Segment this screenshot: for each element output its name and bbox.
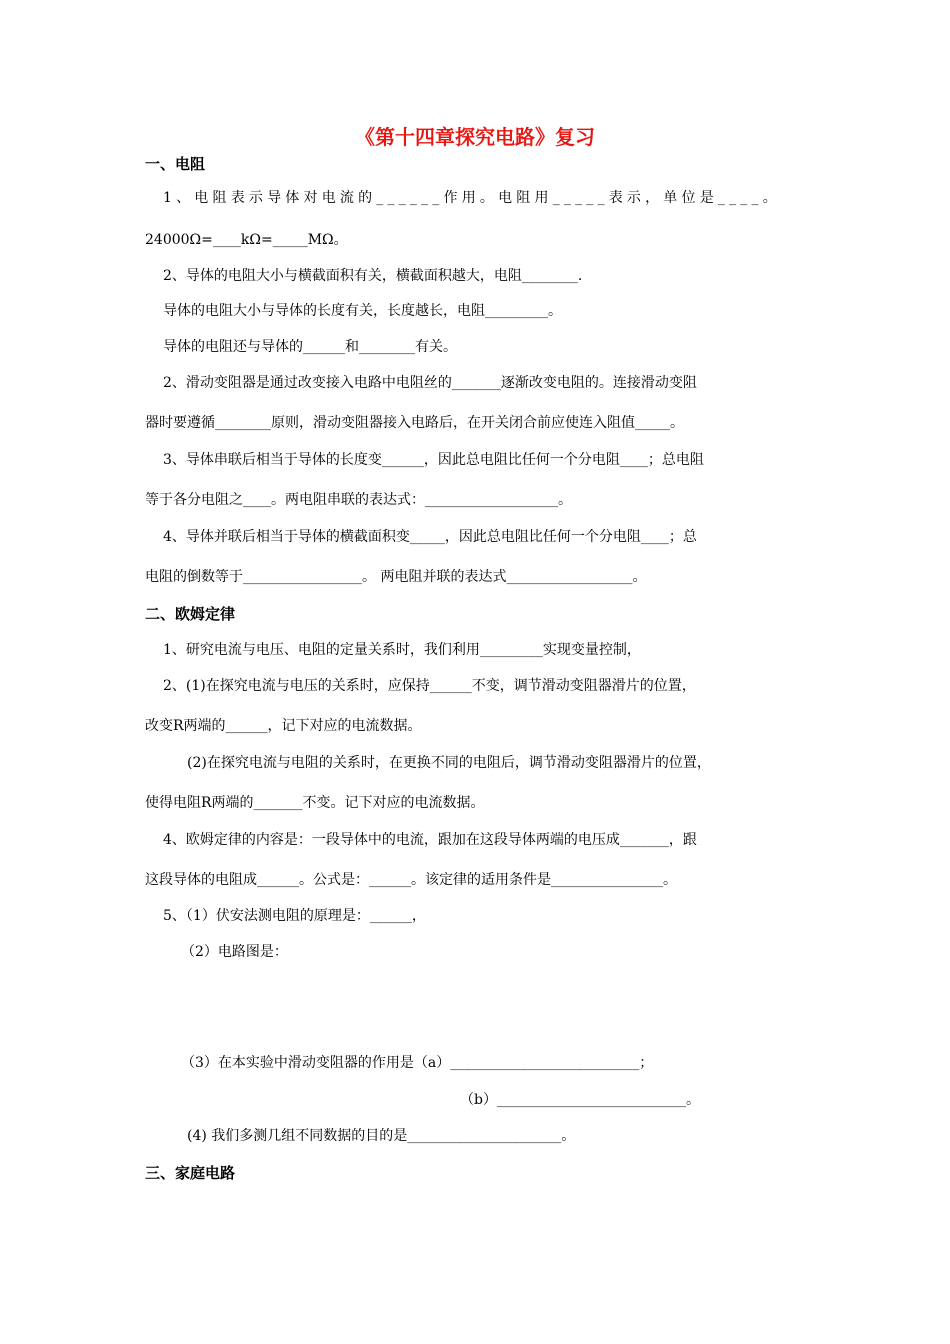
text-line: （2）电路图是：: [181, 944, 288, 960]
text-line: 2、滑动变阻器是通过改变接入电路中电阻丝的_______逐渐改变电阻的。连接滑动变阻: [163, 375, 697, 391]
page-title: 《第十四章探究电路》复习: [355, 125, 595, 149]
text-line: 这段导体的电阻成______。公式是：______。该定律的适用条件是________________。: [145, 872, 677, 888]
text-line: 4、导体并联后相当于导体的横截面积变_____，因此总电阻比任何一个分电阻____；总: [163, 529, 697, 545]
text-line: 使得电阻R两端的_______不变。记下对应的电流数据。: [145, 795, 485, 811]
text-line: 24000Ω=____kΩ=_____MΩ。: [145, 232, 348, 248]
text-line: 3、导体串联后相当于导体的长度变______，因此总电阻比任何一个分电阻____；总电阻: [163, 452, 704, 468]
text-line: 2、(1)在探究电流与电压的关系时，应保持______不变，调节滑动变阻器滑片的位置，: [163, 678, 696, 694]
text-line: 1、研究电流与电压、电阻的定量关系时，我们利用_________实现变量控制，: [163, 642, 641, 658]
text-line: 5、（1）伏安法测电阻的原理是：______，: [163, 908, 426, 924]
section-heading-household-circuit: 三、家庭电路: [145, 1164, 236, 1182]
section-heading-ohms-law: 二、欧姆定律: [145, 605, 236, 623]
text-line: 电阻的倒数等于_________________。 两电阻并联的表达式__________________。: [145, 569, 647, 585]
section-heading-resistance: 一、电阻: [145, 155, 206, 173]
text-line: 等于各分电阻之____。两电阻串联的表达式：___________________。: [145, 492, 572, 508]
text-line: (4) 我们多测几组不同数据的目的是______________________。: [187, 1128, 576, 1144]
text-line: （b）___________________________。: [460, 1092, 700, 1108]
text-line: 导体的电阻还与导体的______和________有关。: [163, 339, 457, 355]
text-line: (2)在探究电流与电阻的关系时，在更换不同的电阻后，调节滑动变阻器滑片的位置，: [187, 755, 711, 771]
text-line: 器时要遵循________原则，滑动变阻器接入电路后，在开关闭合前应使连入阻值_____。: [145, 415, 684, 431]
text-line: 改变R两端的______，记下对应的电流数据。: [145, 718, 422, 734]
text-line: 1、电阻表示导体对电流的______作用。电阻用_____表示，单位是____。: [163, 190, 781, 206]
text-line: 导体的电阻大小与导体的长度有关，长度越长，电阻_________。: [163, 303, 562, 319]
text-line: （3）在本实验中滑动变阻器的作用是（a）___________________________；: [181, 1055, 654, 1071]
text-line: 4、欧姆定律的内容是：一段导体中的电流，跟加在这段导体两端的电压成_______，跟: [163, 832, 697, 848]
text-line: 2、导体的电阻大小与横截面积有关，横截面积越大，电阻________.: [163, 268, 583, 284]
